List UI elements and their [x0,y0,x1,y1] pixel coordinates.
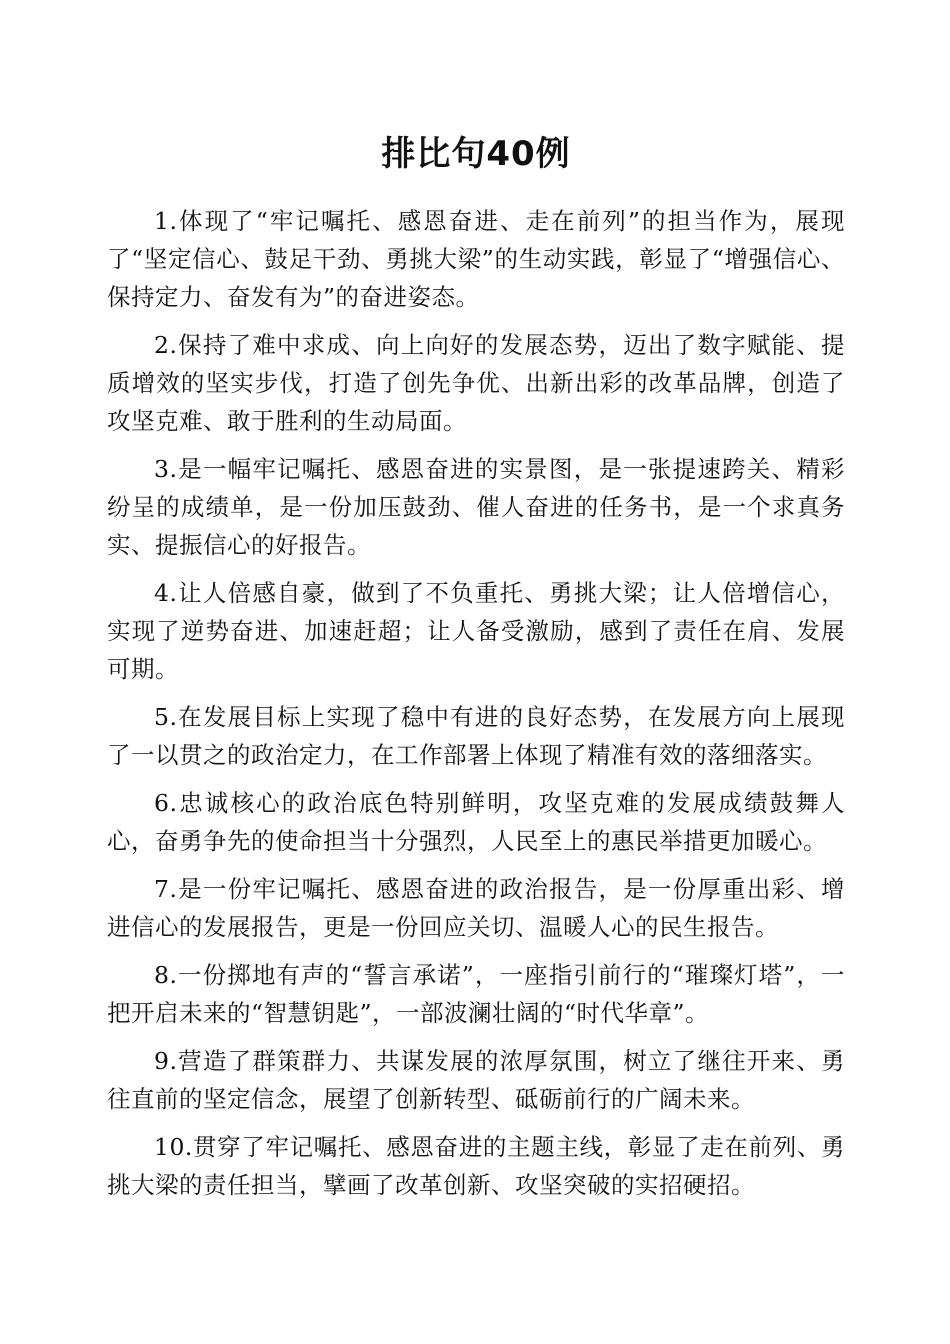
paragraph-list [107,202,845,1204]
paragraph-9: 9.营造了群策群力、共谋发展的浓厚氛围，树立了继往开来、勇往直前的坚定信念，展望了创新转型、砥砺前行的广阔未来。 [107,1047,845,1113]
paragraph-3: 3.是一幅牢记嘱托、感恩奋进的实景图，是一张提速跨关、精彩纷呈的成绩单，是一份加压鼓劲、催人奋进的任务书，是一个求真务实、提振信心的好报告。 [107,455,845,559]
paragraph-6: 6.忠诚核心的政治底色特别鲜明，攻坚克难的发展成绩鼓舞人心，奋勇争先的使命担当十分强烈，人民至上的惠民举措更加暖心。 [107,789,845,855]
paragraph-1: 1.体现了“牢记嘱托、感恩奋进、走在前列”的担当作为，展现了“坚定信心、鼓足干劲、勇挑大梁”的生动实践，彰显了“增强信心、保持定力、奋发有为”的奋进姿态。 [107,207,845,311]
paragraph-5: 5.在发展目标上实现了稳中有进的良好态势，在发展方向上展现了一以贯之的政治定力，在工作部署上体现了精准有效的落细落实。 [107,703,845,769]
paragraph-7: 7.是一份牢记嘱托、感恩奋进的政治报告，是一份厚重出彩、增进信心的发展报告，更是一份回应关切、温暖人心的民生报告。 [107,875,845,941]
paragraph-10: 10.贯穿了牢记嘱托、感恩奋进的主题主线，彰显了走在前列、勇挑大梁的责任担当，擘画了改革创新、攻坚突破的实招硬招。 [107,1133,845,1199]
page-title: 排比句40例 [381,134,571,174]
paragraph-4: 4.让人倍感自豪，做到了不负重托、勇挑大梁；让人倍增信心，实现了逆势奋进、加速赶超；让人备受激励，感到了责任在肩、发展可期。 [107,579,845,683]
paragraph-2: 2.保持了难中求成、向上向好的发展态势，迈出了数字赋能、提质增效的坚实步伐，打造了创先争优、出新出彩的改革品牌，创造了攻坚克难、敢于胜利的生动局面。 [107,331,845,435]
paragraph-8: 8.一份掷地有声的“誓言承诺”，一座指引前行的“璀璨灯塔”，一把开启未来的“智慧钥匙”，一部波澜壮阔的“时代华章”。 [107,961,845,1027]
